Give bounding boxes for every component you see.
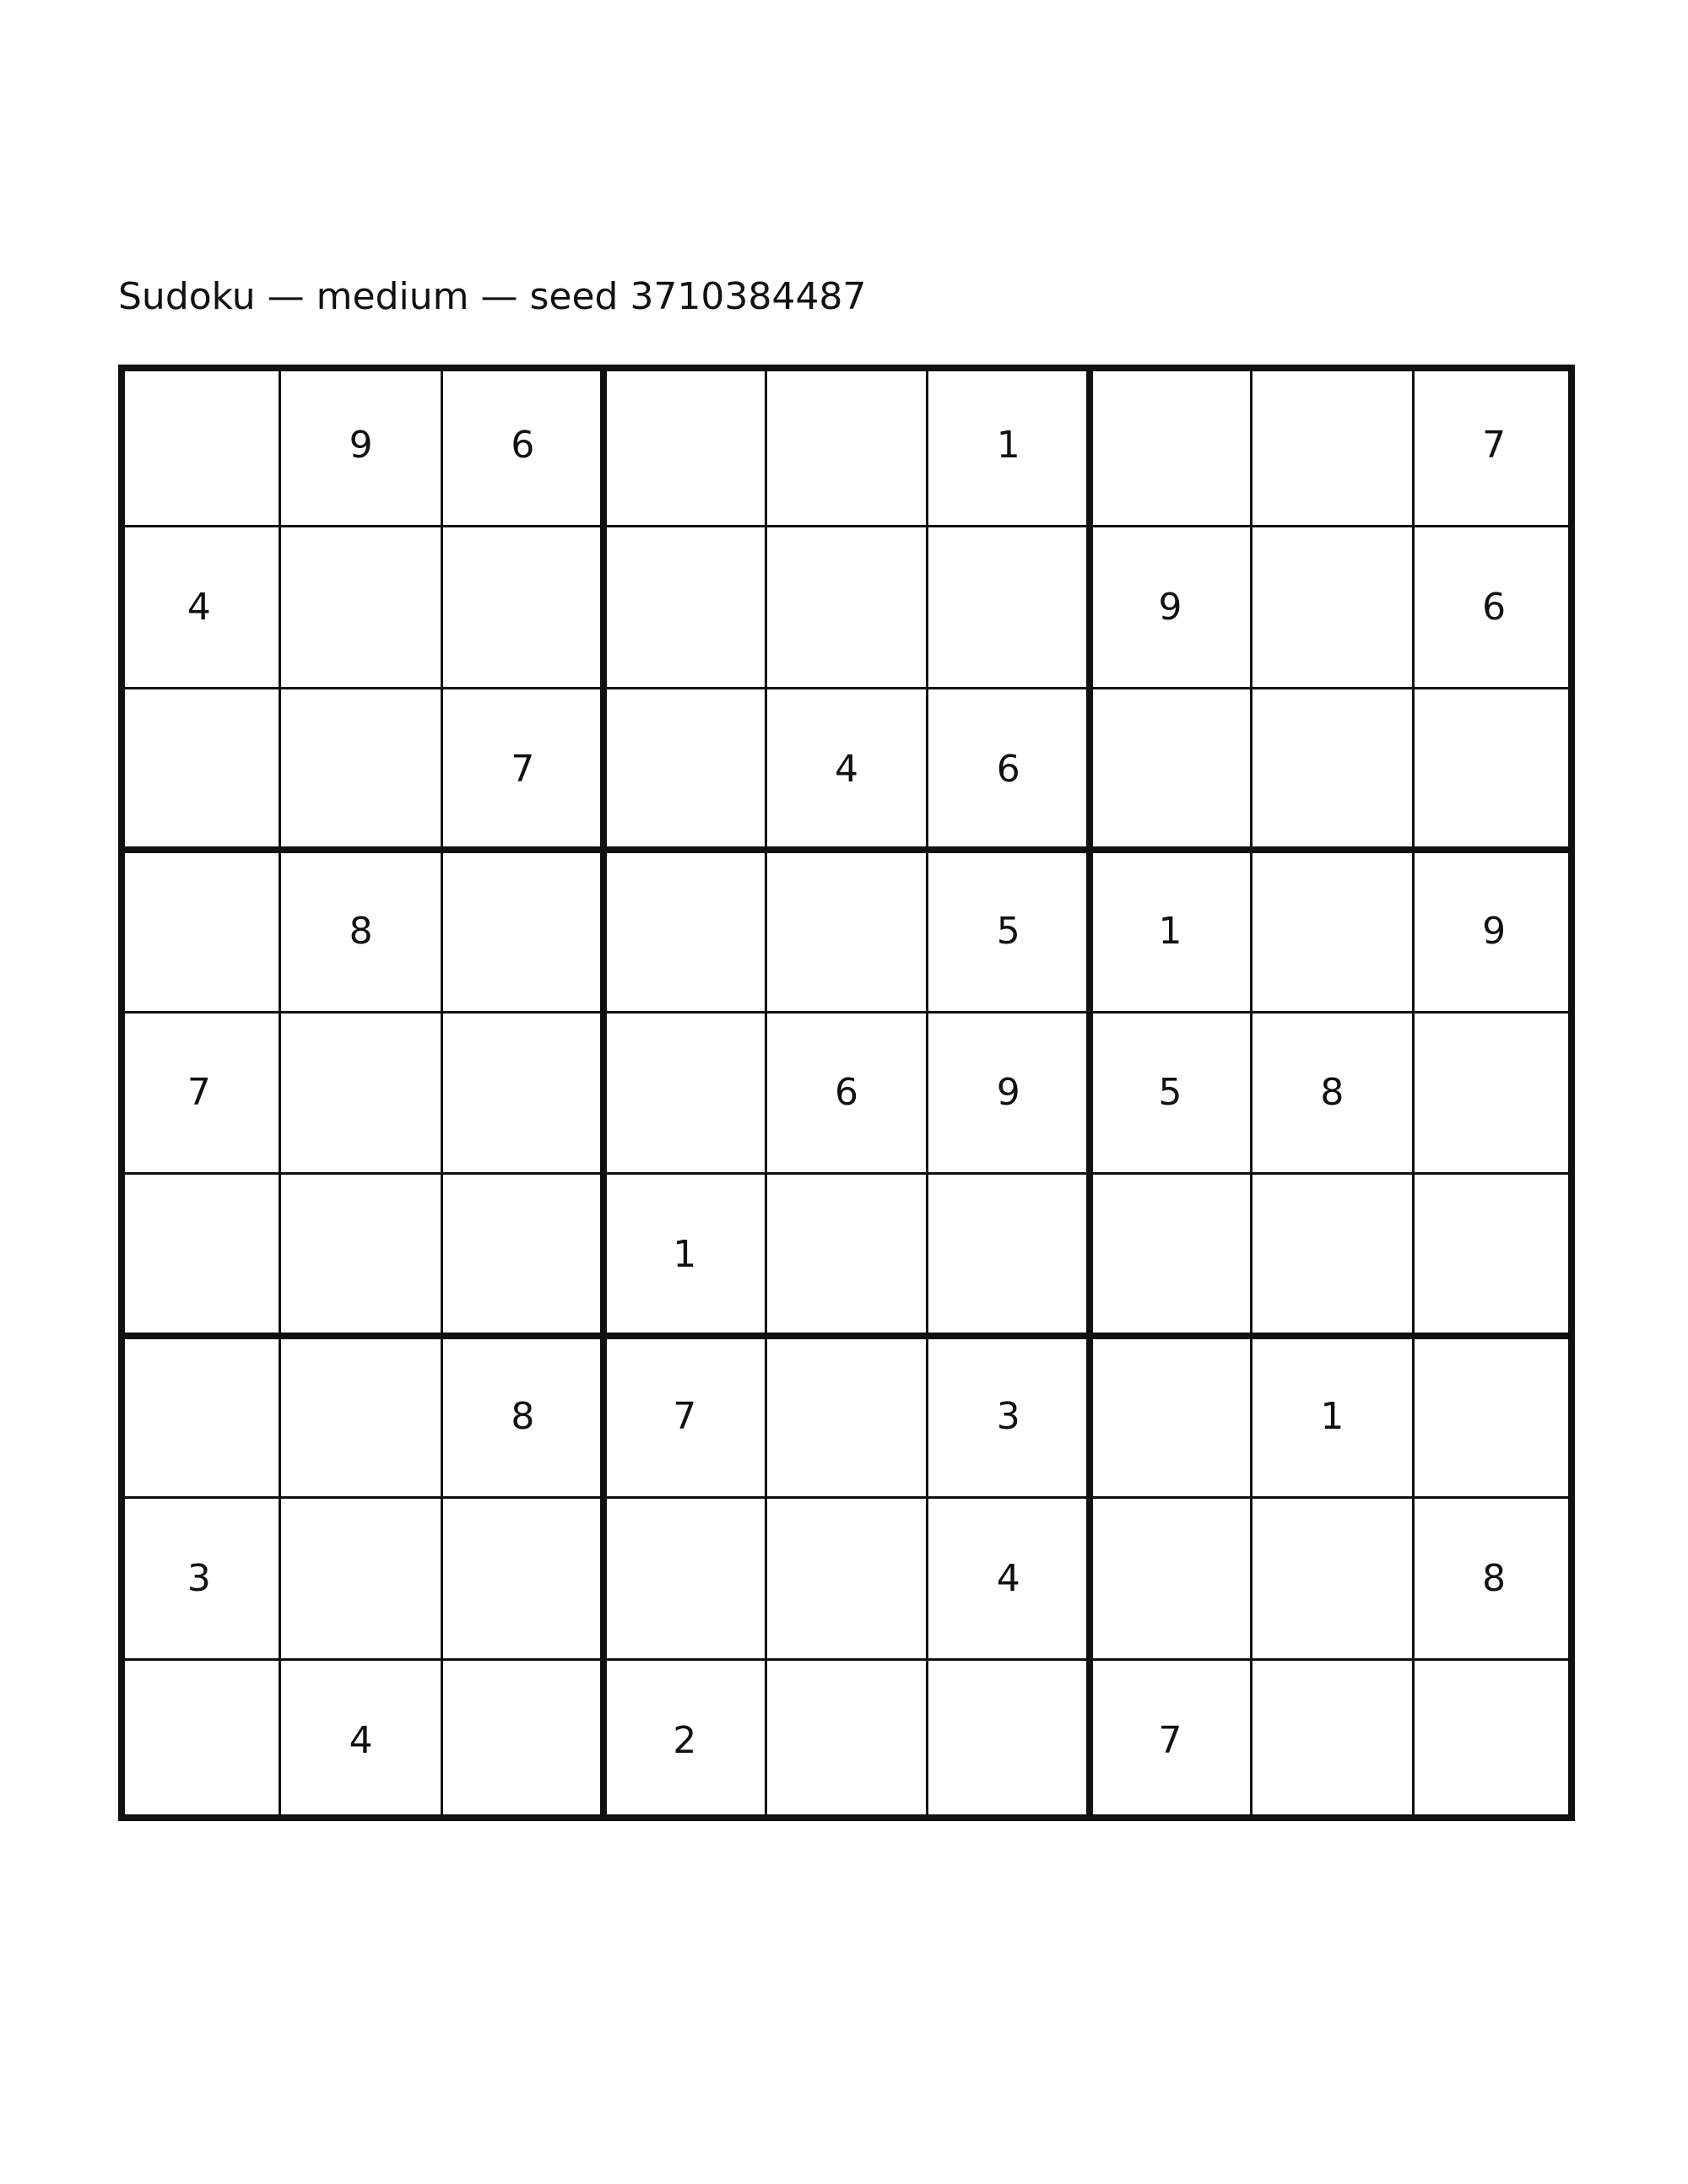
cell-r3-c4[interactable] bbox=[603, 689, 766, 851]
cell-r9-c5[interactable] bbox=[766, 1659, 928, 1821]
cell-r1-c7[interactable] bbox=[1090, 365, 1252, 527]
cell-r5-c1[interactable]: 7 bbox=[187, 1071, 211, 1115]
cell-divider-horizontal bbox=[118, 1011, 1575, 1014]
cell-r9-c4[interactable]: 2 bbox=[673, 1718, 697, 1762]
cell-r2-c5[interactable] bbox=[766, 527, 928, 689]
cell-r3-c3[interactable]: 7 bbox=[511, 747, 535, 791]
box-divider-horizontal bbox=[118, 846, 1575, 853]
cell-r3-c2[interactable] bbox=[280, 689, 442, 851]
cell-r4-c4[interactable] bbox=[603, 850, 766, 1012]
box-divider-vertical bbox=[600, 365, 607, 1821]
cell-r5-c5[interactable]: 6 bbox=[834, 1071, 858, 1115]
cell-r3-c5[interactable]: 4 bbox=[834, 747, 858, 791]
cell-divider-horizontal bbox=[118, 1496, 1575, 1499]
cell-r3-c9[interactable] bbox=[1413, 689, 1575, 851]
cell-r4-c1[interactable] bbox=[118, 850, 280, 1012]
cell-r9-c1[interactable] bbox=[118, 1659, 280, 1821]
cell-r1-c3[interactable]: 6 bbox=[511, 424, 535, 468]
cell-divider-vertical bbox=[765, 365, 767, 1821]
cell-r4-c3[interactable] bbox=[442, 850, 604, 1012]
cell-r9-c2[interactable]: 4 bbox=[349, 1718, 373, 1762]
cell-r5-c4[interactable] bbox=[603, 1012, 766, 1174]
cell-r6-c7[interactable] bbox=[1090, 1174, 1252, 1336]
cell-r5-c3[interactable] bbox=[442, 1012, 604, 1174]
cell-r1-c2[interactable]: 9 bbox=[349, 424, 373, 468]
cell-divider-vertical bbox=[279, 365, 281, 1821]
cell-divider-vertical bbox=[441, 365, 443, 1821]
cell-r2-c3[interactable] bbox=[442, 527, 604, 689]
cell-r4-c6[interactable]: 5 bbox=[996, 909, 1020, 953]
cell-r7-c3[interactable]: 8 bbox=[511, 1395, 535, 1439]
cell-r8-c3[interactable] bbox=[442, 1497, 604, 1659]
cell-r9-c9[interactable] bbox=[1413, 1659, 1575, 1821]
cell-r6-c9[interactable] bbox=[1413, 1174, 1575, 1336]
cell-r2-c6[interactable] bbox=[928, 527, 1090, 689]
cell-r6-c2[interactable] bbox=[280, 1174, 442, 1336]
cell-r6-c4[interactable]: 1 bbox=[673, 1233, 697, 1277]
cell-divider-horizontal bbox=[118, 1172, 1575, 1175]
cell-r3-c7[interactable] bbox=[1090, 689, 1252, 851]
cell-r1-c1[interactable] bbox=[118, 365, 280, 527]
box-divider-vertical bbox=[118, 365, 125, 1821]
cell-r8-c5[interactable] bbox=[766, 1497, 928, 1659]
cell-r2-c2[interactable] bbox=[280, 527, 442, 689]
cell-r7-c1[interactable] bbox=[118, 1336, 280, 1498]
cell-r7-c9[interactable] bbox=[1413, 1336, 1575, 1498]
cell-r6-c3[interactable] bbox=[442, 1174, 604, 1336]
cell-r8-c2[interactable] bbox=[280, 1497, 442, 1659]
cell-r8-c1[interactable]: 3 bbox=[187, 1556, 211, 1600]
cell-r4-c7[interactable]: 1 bbox=[1158, 909, 1182, 953]
cell-r9-c8[interactable] bbox=[1251, 1659, 1413, 1821]
cell-r1-c5[interactable] bbox=[766, 365, 928, 527]
cell-r7-c4[interactable]: 7 bbox=[673, 1395, 697, 1439]
cell-r9-c6[interactable] bbox=[928, 1659, 1090, 1821]
cell-r7-c6[interactable]: 3 bbox=[996, 1395, 1020, 1439]
cell-r6-c8[interactable] bbox=[1251, 1174, 1413, 1336]
box-divider-vertical bbox=[1568, 365, 1575, 1821]
cell-r8-c6[interactable]: 4 bbox=[996, 1556, 1020, 1600]
cell-r2-c9[interactable]: 6 bbox=[1482, 586, 1507, 630]
cell-r9-c7[interactable]: 7 bbox=[1158, 1718, 1182, 1762]
cell-r6-c5[interactable] bbox=[766, 1174, 928, 1336]
cell-r7-c7[interactable] bbox=[1090, 1336, 1252, 1498]
cell-r9-c3[interactable] bbox=[442, 1659, 604, 1821]
cell-r1-c4[interactable] bbox=[603, 365, 766, 527]
cell-r4-c2[interactable]: 8 bbox=[349, 909, 373, 953]
cell-r5-c9[interactable] bbox=[1413, 1012, 1575, 1174]
cell-r3-c6[interactable]: 6 bbox=[996, 747, 1020, 791]
cell-r4-c5[interactable] bbox=[766, 850, 928, 1012]
cell-r8-c8[interactable] bbox=[1251, 1497, 1413, 1659]
box-divider-horizontal bbox=[118, 1333, 1575, 1339]
box-divider-vertical bbox=[1086, 365, 1093, 1821]
cell-r2-c8[interactable] bbox=[1251, 527, 1413, 689]
cell-r1-c8[interactable] bbox=[1251, 365, 1413, 527]
cell-divider-vertical bbox=[1412, 365, 1415, 1821]
sudoku-board bbox=[118, 365, 1575, 1821]
cell-r8-c7[interactable] bbox=[1090, 1497, 1252, 1659]
cell-divider-vertical bbox=[1250, 365, 1252, 1821]
cell-r1-c9[interactable]: 7 bbox=[1482, 424, 1507, 468]
cell-r7-c2[interactable] bbox=[280, 1336, 442, 1498]
cell-r3-c1[interactable] bbox=[118, 689, 280, 851]
cell-r3-c8[interactable] bbox=[1251, 689, 1413, 851]
cell-divider-horizontal bbox=[118, 687, 1575, 689]
cell-r2-c1[interactable]: 4 bbox=[187, 586, 211, 630]
puzzle-title: Sudoku — medium — seed 3710384487 bbox=[118, 275, 867, 318]
cell-r5-c8[interactable]: 8 bbox=[1320, 1071, 1344, 1115]
cell-r1-c6[interactable]: 1 bbox=[996, 424, 1020, 468]
cell-r6-c6[interactable] bbox=[928, 1174, 1090, 1336]
cell-r6-c1[interactable] bbox=[118, 1174, 280, 1336]
cell-r5-c6[interactable]: 9 bbox=[996, 1071, 1020, 1115]
cell-divider-horizontal bbox=[118, 1658, 1575, 1661]
cell-divider-vertical bbox=[926, 365, 928, 1821]
cell-r4-c9[interactable]: 9 bbox=[1482, 909, 1507, 953]
cell-r4-c8[interactable] bbox=[1251, 850, 1413, 1012]
cell-divider-horizontal bbox=[118, 525, 1575, 527]
cell-r2-c7[interactable]: 9 bbox=[1158, 586, 1182, 630]
cell-r5-c2[interactable] bbox=[280, 1012, 442, 1174]
box-divider-horizontal bbox=[118, 1814, 1575, 1821]
cell-r8-c9[interactable]: 8 bbox=[1482, 1556, 1507, 1600]
cell-r8-c4[interactable] bbox=[603, 1497, 766, 1659]
cell-r2-c4[interactable] bbox=[603, 527, 766, 689]
cell-r7-c5[interactable] bbox=[766, 1336, 928, 1498]
box-divider-horizontal bbox=[118, 365, 1575, 371]
cell-r7-c8[interactable]: 1 bbox=[1320, 1395, 1344, 1439]
cell-r5-c7[interactable]: 5 bbox=[1158, 1071, 1182, 1115]
